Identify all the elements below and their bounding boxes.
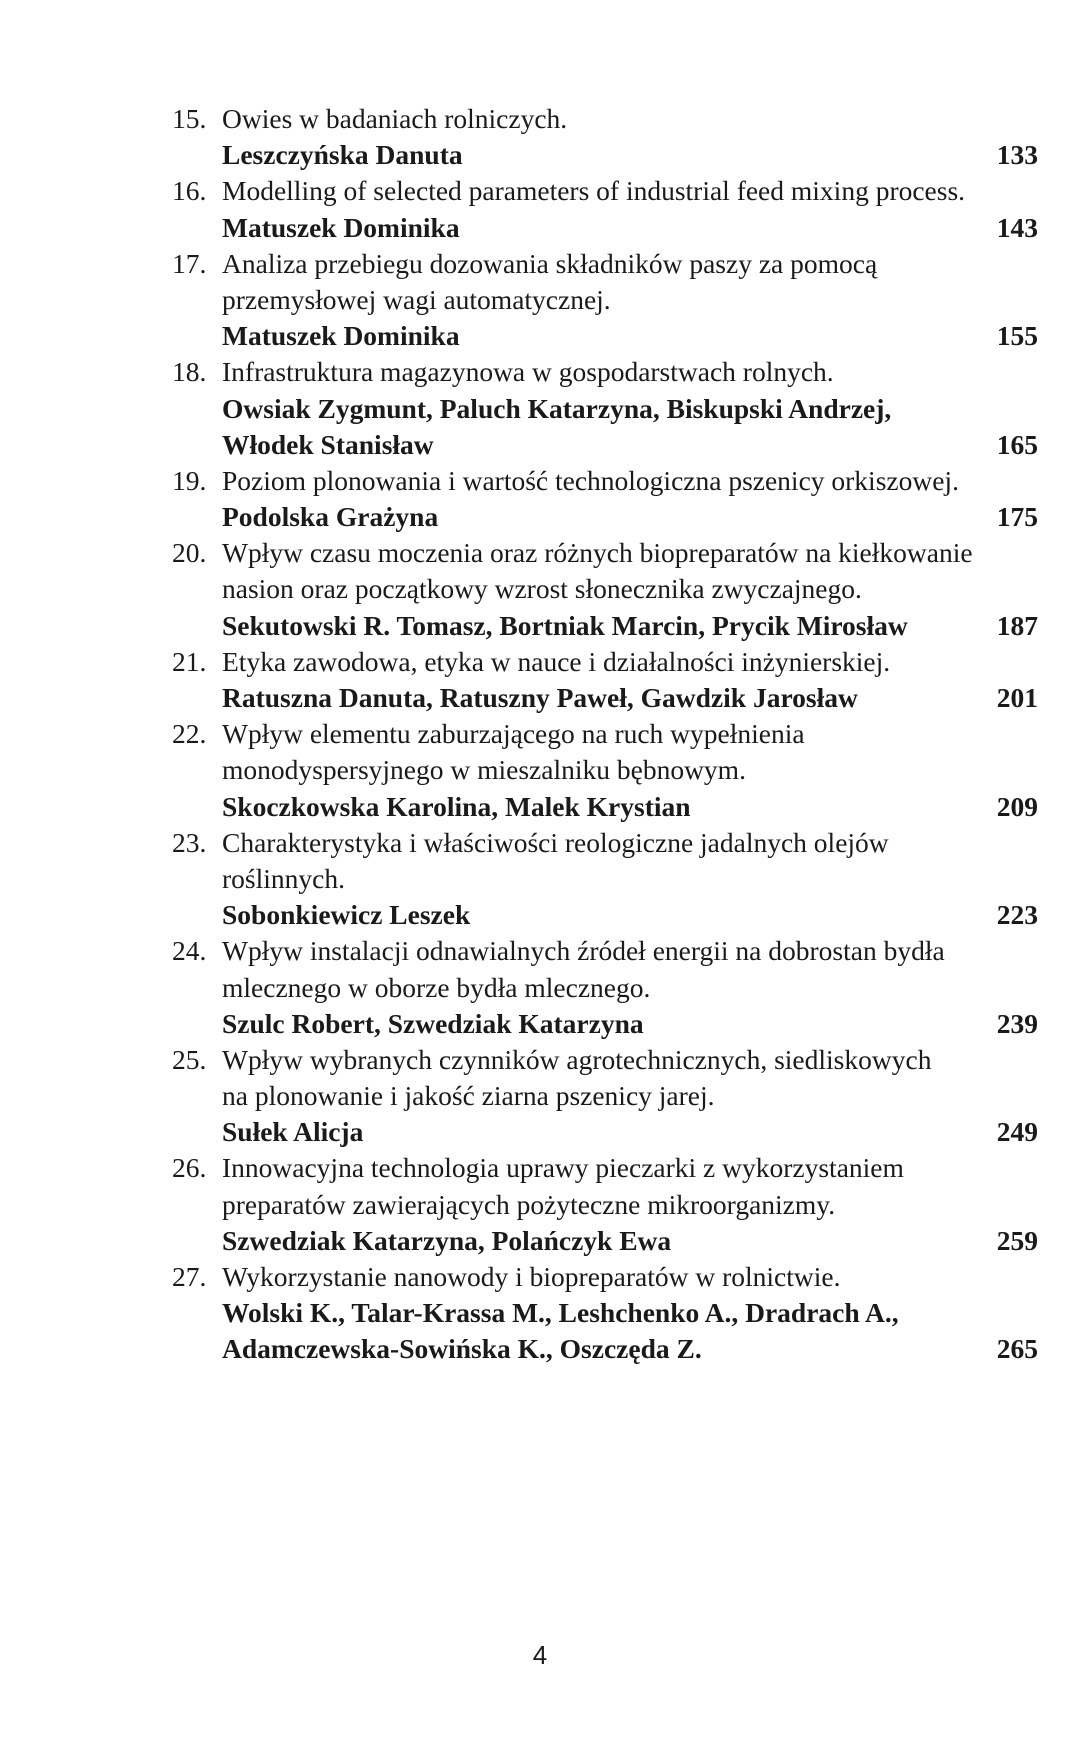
toc-entry-title-text: Analiza przebiegu dozowania składników paszy za pomocą bbox=[222, 247, 878, 279]
toc-entry-authors-line bbox=[172, 680, 1038, 716]
toc-entry-number: 24. bbox=[172, 935, 207, 967]
toc-entry-page-number: 223 bbox=[996, 899, 1038, 931]
toc-entry-title-text: Modelling of selected parameters of industrial feed mixing process. bbox=[222, 175, 966, 207]
toc-entry-page-number: 265 bbox=[996, 1333, 1038, 1365]
toc-entry-authors-line bbox=[172, 137, 1038, 173]
toc-entry-page-number: 133 bbox=[996, 139, 1038, 171]
toc-entry-title-line bbox=[172, 1042, 1038, 1078]
toc-entry-authors-line bbox=[172, 499, 1038, 535]
toc-entry bbox=[172, 101, 1038, 173]
toc-entry-title-line bbox=[172, 535, 1038, 571]
toc-entry bbox=[172, 1150, 1038, 1259]
toc-entry-number: 21. bbox=[172, 645, 207, 677]
toc-entry-page-number: 239 bbox=[996, 1007, 1038, 1039]
toc-entry-title-text: na plonowanie i jakość ziarna pszenicy jarej. bbox=[222, 1080, 715, 1112]
toc-entry-authors: Podolska Grażyna bbox=[222, 501, 439, 533]
toc-entry-title-line bbox=[172, 173, 1038, 209]
toc-entry-authors-line bbox=[172, 1114, 1038, 1150]
toc-entry-authors-line bbox=[172, 210, 1038, 246]
toc-entry-title-text: preparatów zawierających pożyteczne mikroorganizmy. bbox=[222, 1188, 836, 1220]
toc-entry-page-number: 175 bbox=[996, 501, 1038, 533]
toc-entry-authors: Ratuszna Danuta, Ratuszny Paweł, Gawdzik Jarosław bbox=[222, 682, 858, 713]
toc-entry-authors: Sekutowski R. Tomasz, Bortniak Marcin, Prycik Mirosław bbox=[222, 609, 908, 641]
toc-entry bbox=[172, 644, 1038, 716]
toc-entry-title-line bbox=[172, 716, 1038, 752]
toc-entry-page-number: 165 bbox=[996, 428, 1038, 460]
toc-entry-page-number: 201 bbox=[996, 682, 1038, 713]
toc-entry-authors-line bbox=[172, 1223, 1038, 1259]
toc-entry-title-text: Etyka zawodowa, etyka w nauce i działalności inżynierskiej. bbox=[222, 645, 891, 677]
toc-entry-authors: Szulc Robert, Szwedziak Katarzyna bbox=[222, 1007, 644, 1039]
toc-entry-number: 23. bbox=[172, 826, 207, 858]
toc-entry bbox=[172, 1042, 1038, 1151]
toc-entry-page-number: 259 bbox=[996, 1224, 1038, 1256]
toc-entry-authors: Matuszek Dominika bbox=[222, 211, 460, 243]
toc-entry-title-line bbox=[172, 644, 1038, 680]
toc-entry-title-line bbox=[172, 752, 1038, 788]
toc-entry-authors: Owsiak Zygmunt, Paluch Katarzyna, Biskupski Andrzej, bbox=[222, 392, 892, 424]
toc-entry-authors-line bbox=[172, 897, 1038, 933]
toc-entry bbox=[172, 463, 1038, 535]
toc-entry-title-line bbox=[172, 1259, 1038, 1295]
toc-entry-title-line bbox=[172, 571, 1038, 607]
toc-entry-title-text: Wpływ elementu zaburzającego na ruch wypełnienia bbox=[222, 718, 805, 750]
toc-entry bbox=[172, 246, 1038, 355]
toc-entry-page-number: 209 bbox=[996, 790, 1038, 822]
toc-entry-page-number: 187 bbox=[996, 609, 1038, 641]
toc-entry-number: 19. bbox=[172, 464, 207, 496]
toc-entry bbox=[172, 933, 1038, 1042]
toc-entry-number: 17. bbox=[172, 247, 207, 279]
toc-entry-number: 16. bbox=[172, 175, 207, 207]
toc-entry-number: 27. bbox=[172, 1261, 207, 1292]
table-of-contents bbox=[172, 101, 1038, 1368]
toc-entry-title-line bbox=[172, 1078, 1038, 1114]
toc-entry-authors-line bbox=[172, 1006, 1038, 1042]
page-number: 4 bbox=[532, 1640, 548, 1670]
toc-entry-title-line bbox=[172, 825, 1038, 861]
toc-entry-authors: Matuszek Dominika bbox=[222, 320, 460, 352]
toc-entry-title-text: monodyspersyjnego w mieszalniku bębnowym. bbox=[222, 754, 746, 786]
toc-entry-number: 15. bbox=[172, 103, 207, 134]
toc-entry-authors: Skoczkowska Karolina, Malek Krystian bbox=[222, 790, 691, 822]
toc-entry-title-text: roślinnych. bbox=[222, 862, 345, 894]
toc-entry bbox=[172, 1259, 1038, 1368]
toc-entry-authors-line bbox=[172, 318, 1038, 354]
toc-entry-number: 22. bbox=[172, 718, 207, 750]
toc-entry-authors: Wolski K., Talar-Krassa M., Leshchenko A., Dradrach A., bbox=[222, 1297, 899, 1329]
toc-entry-authors: Sobonkiewicz Leszek bbox=[222, 899, 471, 931]
toc-entry-authors-line bbox=[172, 1331, 1038, 1367]
toc-entry-title-line bbox=[172, 246, 1038, 282]
toc-entry-title-text: Infrastruktura magazynowa w gospodarstwach rolnych. bbox=[222, 356, 834, 388]
toc-entry bbox=[172, 354, 1038, 463]
toc-entry-title-text: Innowacyjna technologia uprawy pieczarki z wykorzystaniem bbox=[222, 1152, 904, 1184]
toc-entry-authors: Włodek Stanisław bbox=[222, 428, 434, 460]
toc-entry-title-line bbox=[172, 101, 1038, 137]
toc-entry-title-line bbox=[172, 1187, 1038, 1223]
toc-entry-page-number: 249 bbox=[996, 1116, 1038, 1148]
toc-entry-page-number: 143 bbox=[996, 211, 1038, 243]
toc-entry-title-line bbox=[172, 933, 1038, 969]
toc-entry bbox=[172, 716, 1038, 825]
toc-entry-title-text: Charakterystyka i właściwości reologiczne jadalnych olejów bbox=[222, 826, 889, 858]
toc-entry-authors-line bbox=[172, 391, 1038, 427]
toc-entry bbox=[172, 173, 1038, 245]
toc-entry-title-text: Wykorzystanie nanowody i biopreparatów w rolnictwie. bbox=[222, 1261, 841, 1292]
toc-entry bbox=[172, 825, 1038, 934]
toc-entry-title-line bbox=[172, 1150, 1038, 1186]
toc-entry-title-line bbox=[172, 463, 1038, 499]
toc-entry-title-line bbox=[172, 861, 1038, 897]
toc-entry-authors-line bbox=[172, 427, 1038, 463]
toc-entry-authors: Sułek Alicja bbox=[222, 1116, 364, 1148]
toc-entry-title-line bbox=[172, 282, 1038, 318]
toc-entry-authors: Adamczewska-Sowińska K., Oszczęda Z. bbox=[222, 1333, 702, 1365]
toc-entry-authors-line bbox=[172, 789, 1038, 825]
toc-entry-title-text: Wpływ instalacji odnawialnych źródeł energii na dobrostan bydła bbox=[222, 935, 945, 967]
toc-entry-title-text: Poziom plonowania i wartość technologiczna pszenicy orkiszowej. bbox=[222, 464, 959, 496]
toc-entry-title-line bbox=[172, 970, 1038, 1006]
toc-entry-authors-line bbox=[172, 1295, 1038, 1331]
toc-entry-title-text: Wpływ czasu moczenia oraz różnych biopreparatów na kiełkowanie bbox=[222, 537, 973, 569]
toc-entry-title-text: mlecznego w oborze bydła mlecznego. bbox=[222, 971, 651, 1003]
toc-entry-page-number: 155 bbox=[996, 320, 1038, 352]
toc-entry-number: 26. bbox=[172, 1152, 207, 1184]
toc-entry-title-line bbox=[172, 354, 1038, 390]
toc-entry-title-text: Wpływ wybranych czynników agrotechnicznych, siedliskowych bbox=[222, 1043, 932, 1075]
toc-entry-title-text: nasion oraz początkowy wzrost słonecznika zwyczajnego. bbox=[222, 573, 862, 605]
toc-entry-title-text: przemysłowej wagi automatycznej. bbox=[222, 283, 611, 315]
toc-entry-authors-line bbox=[172, 608, 1038, 644]
toc-entry-number: 18. bbox=[172, 356, 207, 388]
toc-entry bbox=[172, 535, 1038, 644]
toc-entry-number: 25. bbox=[172, 1043, 207, 1075]
toc-entry-title-text: Owies w badaniach rolniczych. bbox=[222, 103, 568, 134]
toc-entry-number: 20. bbox=[172, 537, 207, 569]
toc-entry-authors: Szwedziak Katarzyna, Polańczyk Ewa bbox=[222, 1224, 672, 1256]
toc-entry-authors: Leszczyńska Danuta bbox=[222, 139, 463, 171]
